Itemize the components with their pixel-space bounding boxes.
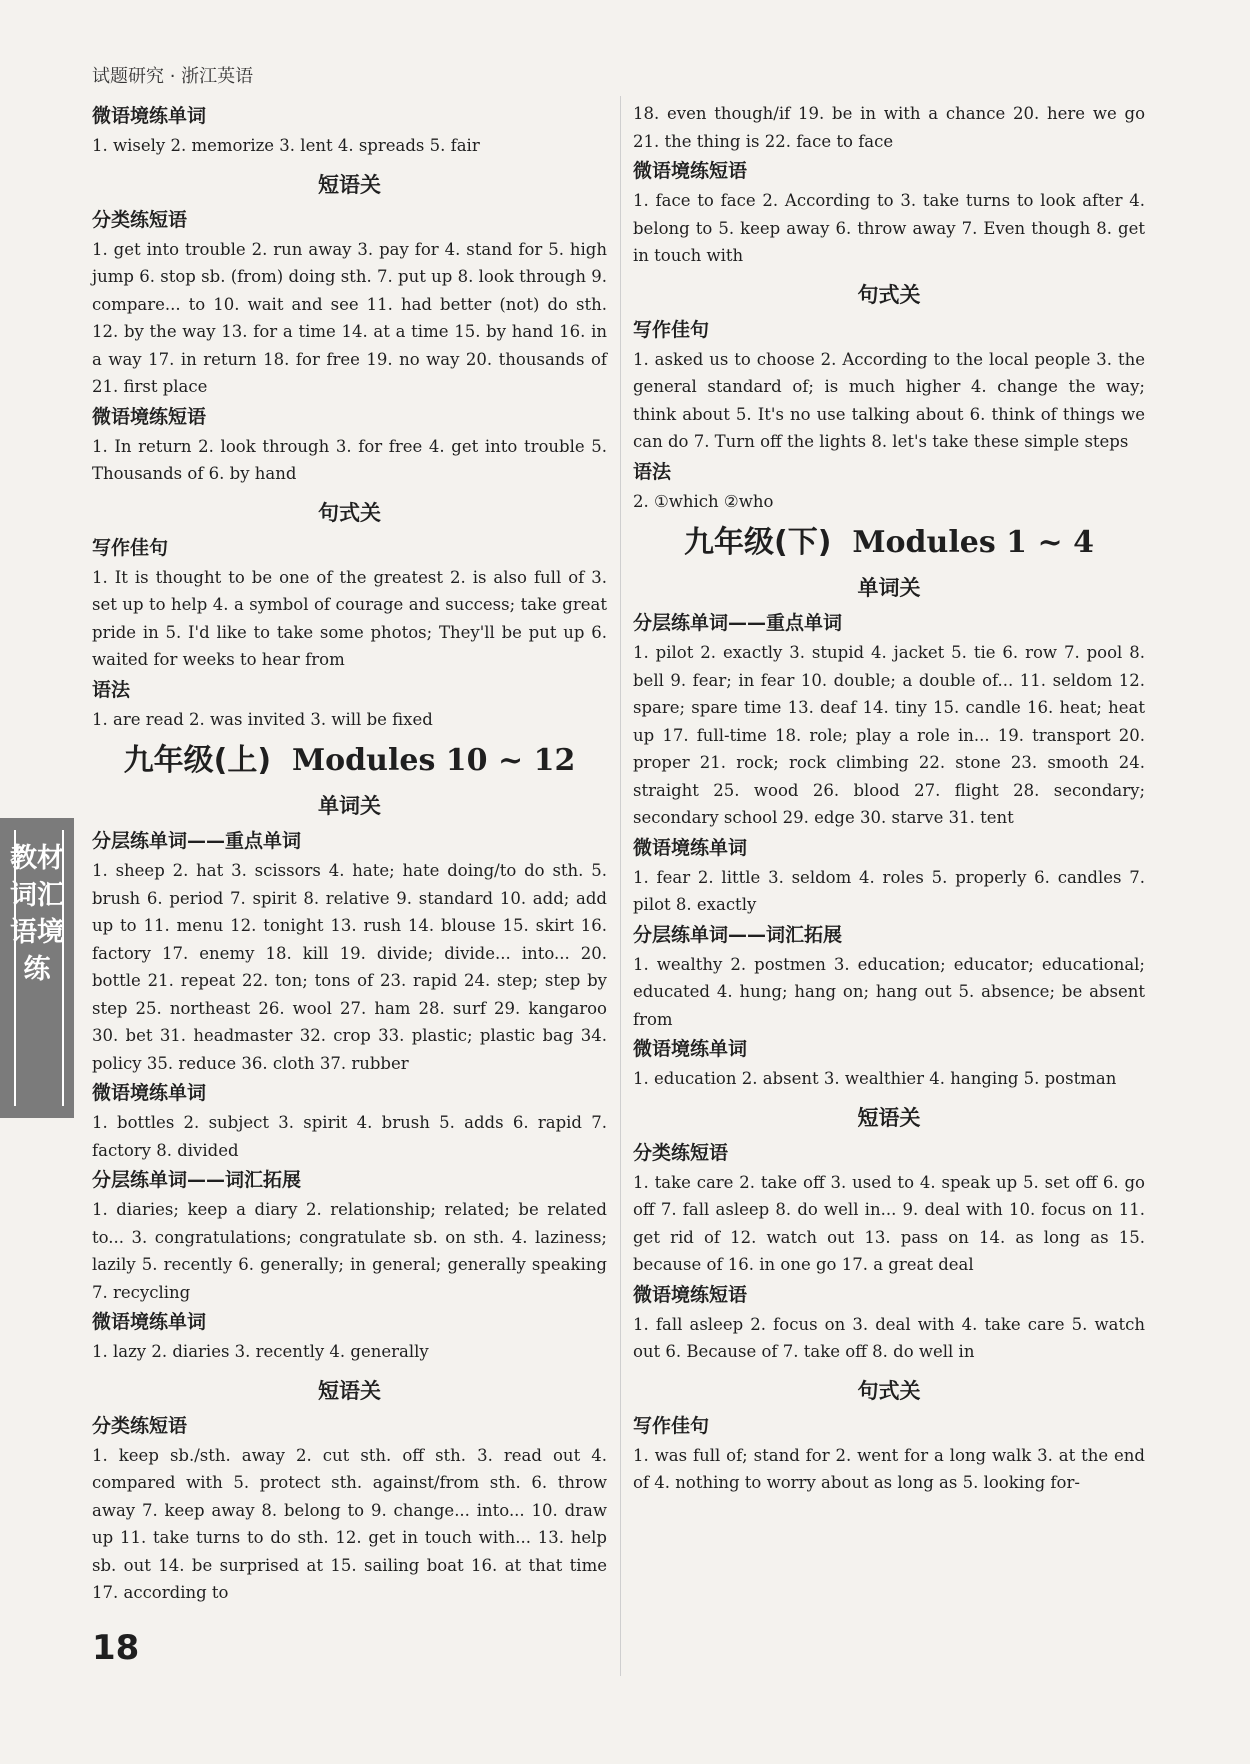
- level-heading: 句式关: [857, 282, 921, 307]
- section-heading: 微语境练单词: [92, 1311, 207, 1333]
- section-heading: 分类练短语: [633, 1141, 729, 1164]
- section-heading: 微语境练短语: [92, 405, 207, 428]
- answer-text: 18. even though/if 19. be in with a chance 20. here we go 21. the thing is 22. face to face: [633, 104, 1145, 151]
- answer-text: 1. keep sb./sth. away 2. cut sth. off sth. 3. read out 4. compared with 5. protect sth. against/from sth. 6. throw away 7. keep away 8. belong to 9. change... into... 10. draw up 11. take turns to do sth. 12. get in touch with... 13. help sb. out 14. be surprised at 15. sailing boat 16. at that time 17. according to: [92, 1445, 607, 1602]
- level-heading: 短语关: [318, 1378, 381, 1403]
- section-heading: 微语境练单词: [92, 105, 207, 127]
- answer-text: 1. get into trouble 2. run away 3. pay for 4. stand for 5. high jump 6. stop sb. (from) doing sth. 7. put up 8. look through 9. compare... to 10. wait and see 11. had better (not) do sth. 12. by the way 13. for a time 14. at a time 15. by hand 16. in a way 17. in return 18. for free 19. no way 20. thousands of 21. first place: [92, 239, 607, 396]
- side-tab: [0, 818, 74, 1118]
- answer-text: 1. In return 2. look through 3. for free 4. get into trouble 5. Thousands of 6. by hand: [92, 436, 607, 483]
- answer-text: 1. lazy 2. diaries 3. recently 4. generally: [92, 1342, 429, 1361]
- level-heading: 短语关: [857, 1105, 921, 1130]
- section-heading: 分层练单词——重点单词: [92, 830, 302, 852]
- answer-text: 1. take care 2. take off 3. used to 4. speak up 5. set off 6. go off 7. fall asleep 8. do well in... 9. deal with 10. focus on 11. get rid of 12. watch out 13. pass on 14. as long as 15. because of 16. in one go 17. a great deal: [633, 1172, 1145, 1274]
- grade-modules: Modules 10 ~ 12: [291, 743, 576, 778]
- running-header: 试题研究 · 浙江英语: [92, 66, 254, 87]
- section-heading: 分类练短语: [92, 208, 188, 231]
- right-column: [633, 100, 1145, 1497]
- answer-text: 1. education 2. absent 3. wealthier 4. hanging 5. postman: [633, 1069, 1117, 1088]
- grade-title-text: 九年级(下): [684, 525, 832, 560]
- section-heading: 语法: [633, 460, 672, 483]
- column-divider: [620, 96, 621, 1676]
- answer-text: 1. fall asleep 2. focus on 3. deal with 4. take care 5. watch out 6. Because of 7. take off 8. do well in: [633, 1314, 1145, 1361]
- level-heading: 短语关: [318, 172, 381, 197]
- section-heading: 语法: [92, 678, 131, 701]
- section-heading: 微语境练单词: [92, 1082, 207, 1104]
- section-heading: 微语境练短语: [633, 1283, 748, 1306]
- answer-text: 1. are read 2. was invited 3. will be fixed: [92, 709, 433, 729]
- level-heading: 单词关: [318, 794, 381, 818]
- section-heading: 微语境练单词: [633, 1038, 748, 1060]
- answer-text: 1. asked us to choose 2. According to the local people 3. the general standard of; is much higher 4. change the way; think about 5. It's no use talking about 6. think of things we can do 7. Turn off the lights 8. let's take these simple steps: [633, 349, 1145, 451]
- answer-text: 1. diaries; keep a diary 2. relationship; related; be related to... 3. congratulations; congratulate sb. on sth. 4. laziness; lazily 5. recently 6. generally; in general; generally speaking 7. recycling: [92, 1200, 607, 1302]
- grade-modules: Modules 1 ~ 4: [852, 525, 1094, 560]
- level-heading: 单词关: [857, 576, 921, 600]
- grade-title-text: 九年级(上): [123, 743, 272, 778]
- section-heading: 分层练单词——重点单词: [633, 612, 843, 634]
- section-heading: 微语境练单词: [633, 836, 748, 859]
- section-heading: 分层练单词——词汇拓展: [92, 1169, 302, 1191]
- answer-text: 1. bottles 2. subject 3. spirit 4. brush 5. adds 6. rapid 7. factory 8. divided: [92, 1113, 607, 1160]
- grade-title: [92, 741, 607, 781]
- answer-text: 1. fear 2. little 3. seldom 4. roles 5. properly 6. candles 7. pilot 8. exactly: [633, 867, 1145, 914]
- answer-text: 1. wisely 2. memorize 3. lent 4. spreads 5. fair: [92, 136, 480, 155]
- section-heading: 写作佳句: [633, 1414, 710, 1437]
- answer-text: 1. It is thought to be one of the greatest 2. is also full of 3. set up to help 4. a symbol of courage and success; take great pride in 5. I'd like to take some photos; They'll be put up 6. waited for weeks to hear from: [92, 567, 607, 669]
- section-heading: 微语境练短语: [633, 160, 748, 182]
- page-number: 18: [92, 1628, 140, 1668]
- grade-title: [633, 523, 1145, 563]
- section-heading: 写作佳句: [92, 536, 169, 559]
- answer-text: 1. pilot 2. exactly 3. stupid 4. jacket 5. tie 6. row 7. pool 8. bell 9. fear; in fear 10. double; a double of... 11. seldom 12. spare; spare time 13. deaf 14. tiny 15. candle 16. heat; heat up 17. full-time 18. role; play a role in... 19. transport 20. proper 21. rock; rock climbing 22. stone 23. smooth 24. straight 25. wood 26. blood 27. flight 28. secondary; secondary school 29. edge 30. starve 31. tent: [633, 643, 1145, 827]
- level-heading: 句式关: [318, 500, 381, 525]
- level-heading: 句式关: [857, 1378, 921, 1403]
- answer-text: 1. wealthy 2. postmen 3. education; educator; educational; educated 4. hung; hang on; hang out 5. absence; be absent from: [633, 954, 1145, 1029]
- section-heading: 分类练短语: [92, 1414, 188, 1437]
- left-column: [92, 100, 607, 1607]
- answer-text: 1. face to face 2. According to 3. take turns to look after 4. belong to 5. keep away 6. throw away 7. Even though 8. get in touch with: [633, 191, 1145, 265]
- side-tab-label: 教材词汇语境练: [10, 843, 64, 985]
- answer-text: 2. ①which ②who: [633, 491, 774, 511]
- section-heading: 分层练单词——词汇拓展: [633, 923, 843, 946]
- answer-text: 1. sheep 2. hat 3. scissors 4. hate; hate doing/to do sth. 5. brush 6. period 7. spirit 8. relative 9. standard 10. add; add up to 11. menu 12. tonight 13. rush 14. blouse 15. skirt 16. factory 17. enemy 18. kill 19. divide; divide... into... 20. bottle 21. repeat 22. ton; tons of 23. rapid 24. step; step by step 25. northeast 26. wool 27. ham 28. surf 29. kangaroo 30. bet 31. headmaster 32. crop 33. plastic; plastic bag 34. policy 35. reduce 36. cloth 37. rubber: [92, 861, 607, 1073]
- section-heading: 写作佳句: [633, 318, 710, 341]
- answer-text: 1. was full of; stand for 2. went for a long walk 3. at the end of 4. nothing to worry about as long as 5. looking for-: [633, 1445, 1145, 1492]
